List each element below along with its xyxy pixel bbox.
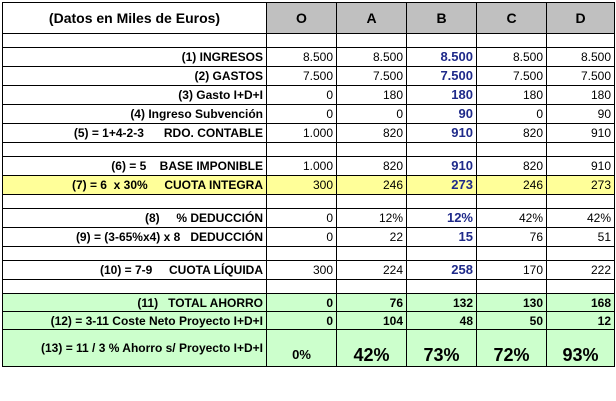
row-deduccion (3, 228, 615, 247)
cell-d: 12 (547, 312, 615, 330)
cell-o: 0 (267, 86, 337, 105)
cell-d: 180 (547, 86, 615, 105)
cell-d: 910 (547, 157, 615, 176)
cell-c: 72% (477, 330, 547, 367)
cell-b: 910 (407, 157, 477, 176)
cell-b: 8.500 (407, 48, 477, 67)
row-label: (13) = 11 / 3 % Ahorro s/ Proyecto I+D+I (3, 330, 267, 367)
cell-c: 130 (477, 294, 547, 312)
row-label: (10) = 7-9 CUOTA LÍQUIDA (3, 261, 267, 280)
row-total-ahorro (3, 294, 615, 312)
cell-c: 50 (477, 312, 547, 330)
column-header-d: D (547, 3, 615, 34)
cell-o: 0% (267, 330, 337, 367)
cell-o: 1.000 (267, 124, 337, 143)
cell-d: 8.500 (547, 48, 615, 67)
row-ingresos (3, 48, 615, 67)
cell-c: 0 (477, 105, 547, 124)
row-gastos (3, 67, 615, 86)
row-gasto-idi (3, 86, 615, 105)
cell-o: 0 (267, 105, 337, 124)
row-pct-ahorro (3, 330, 615, 367)
row-rdo-contable (3, 124, 615, 143)
cell-a: 224 (337, 261, 407, 280)
header-row (3, 3, 615, 34)
cell-a: 22 (337, 228, 407, 247)
column-header-o: O (267, 3, 337, 34)
cell-d: 222 (547, 261, 615, 280)
cell-a: 8.500 (337, 48, 407, 67)
cell-d: 168 (547, 294, 615, 312)
cell-o: 300 (267, 176, 337, 195)
spacer-row (3, 280, 615, 294)
cell-b: 258 (407, 261, 477, 280)
cell-b: 910 (407, 124, 477, 143)
row-label: (12) = 3-11 Coste Neto Proyecto I+D+I (3, 312, 267, 330)
row-label: (2) GASTOS (3, 67, 267, 86)
cell-a: 76 (337, 294, 407, 312)
cell-b: 73% (407, 330, 477, 367)
row-pct-deduccion (3, 209, 615, 228)
cell-o: 0 (267, 228, 337, 247)
cell-b: 90 (407, 105, 477, 124)
row-label: (1) INGRESOS (3, 48, 267, 67)
cell-d: 93% (547, 330, 615, 367)
cell-b: 273 (407, 176, 477, 195)
row-label: (11) TOTAL AHORRO (3, 294, 267, 312)
cell-o: 300 (267, 261, 337, 280)
cell-b: 180 (407, 86, 477, 105)
row-label: (9) = (3-65%x4) x 8 DEDUCCIÓN (3, 228, 267, 247)
cell-c: 42% (477, 209, 547, 228)
cell-a: 246 (337, 176, 407, 195)
row-label: (4) Ingreso Subvención (3, 105, 267, 124)
spreadsheet-table (2, 2, 615, 367)
row-base-imponible (3, 157, 615, 176)
cell-o: 8.500 (267, 48, 337, 67)
cell-o: 7.500 (267, 67, 337, 86)
cell-c: 7.500 (477, 67, 547, 86)
cell-c: 170 (477, 261, 547, 280)
cell-c: 820 (477, 124, 547, 143)
row-label: (6) = 5 BASE IMPONIBLE (3, 157, 267, 176)
spacer-row (3, 34, 615, 48)
cell-a: 104 (337, 312, 407, 330)
column-header-a: A (337, 3, 407, 34)
cell-o: 0 (267, 312, 337, 330)
cell-a: 820 (337, 124, 407, 143)
row-subvencion (3, 105, 615, 124)
row-label: (7) = 6 x 30% CUOTA INTEGRA (3, 176, 267, 195)
table-title: (Datos en Miles de Euros) (3, 3, 267, 34)
cell-c: 820 (477, 157, 547, 176)
cell-a: 180 (337, 86, 407, 105)
cell-o: 0 (267, 209, 337, 228)
row-label: (8) % DEDUCCIÓN (3, 209, 267, 228)
cell-d: 7.500 (547, 67, 615, 86)
cell-b: 132 (407, 294, 477, 312)
cell-c: 180 (477, 86, 547, 105)
spacer-row (3, 195, 615, 209)
cell-o: 1.000 (267, 157, 337, 176)
cell-c: 76 (477, 228, 547, 247)
cell-c: 8.500 (477, 48, 547, 67)
cell-d: 273 (547, 176, 615, 195)
cell-c: 246 (477, 176, 547, 195)
row-coste-neto (3, 312, 615, 330)
cell-a: 42% (337, 330, 407, 367)
cell-b: 7.500 (407, 67, 477, 86)
spacer-row (3, 143, 615, 157)
cell-d: 910 (547, 124, 615, 143)
row-label: (5) = 1+4-2-3 RDO. CONTABLE (3, 124, 267, 143)
cell-b: 48 (407, 312, 477, 330)
cell-d: 51 (547, 228, 615, 247)
cell-a: 7.500 (337, 67, 407, 86)
row-cuota-liquida (3, 261, 615, 280)
row-label: (3) Gasto I+D+I (3, 86, 267, 105)
cell-a: 12% (337, 209, 407, 228)
cell-b: 12% (407, 209, 477, 228)
column-header-c: C (477, 3, 547, 34)
cell-b: 15 (407, 228, 477, 247)
cell-d: 42% (547, 209, 615, 228)
cell-o: 0 (267, 294, 337, 312)
column-header-b: B (407, 3, 477, 34)
spacer-row (3, 247, 615, 261)
cell-a: 820 (337, 157, 407, 176)
cell-a: 0 (337, 105, 407, 124)
cell-d: 90 (547, 105, 615, 124)
row-cuota-integra (3, 176, 615, 195)
